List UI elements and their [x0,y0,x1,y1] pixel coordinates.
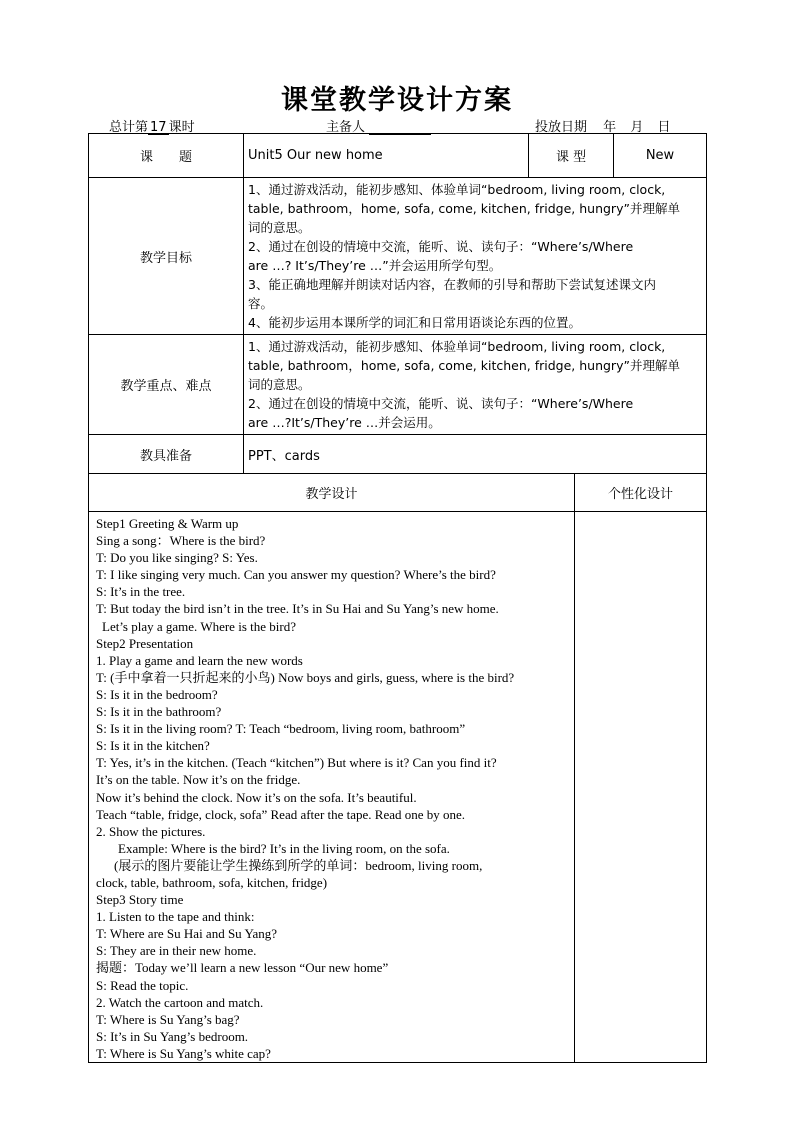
design-content [89,512,575,1063]
design-line: T: Do you like singing? S: Yes. [96,550,258,566]
design-line: Teach “table, fridge, clock, sofa” Read after the tape. Read one by one. [96,806,466,822]
date-label: 投放日期 [535,120,588,135]
total-suffix: 课时 [168,120,195,135]
design-line: T: Where is Su Yang’s white cap? [96,1045,271,1061]
design-line: S: Is it in the living room? T: Teach “bedroom, living room, bathroom” [96,721,466,737]
keypoints-content [244,335,707,435]
lesson-plan-table [88,133,707,1063]
preparer-label: 主备人 [326,120,366,135]
lesson-type-label: 课 型 [529,134,614,178]
design-line: S: Read the topic. [96,977,189,993]
goals-content [244,178,707,335]
design-line: T: But today the bird isn’t in the tree. It’s in Su Hai and Su Yang’s new home. [96,601,499,617]
design-line: S: Is it in the kitchen? [96,738,210,754]
design-line: It’s on the table. Now it’s on the fridge. [96,772,301,788]
goals-label: 教学目标 [89,178,244,335]
goals-line: 容。 [248,296,274,311]
day-label: 日 [657,120,671,135]
design-line: clock, table, bathroom, sofa, kitchen, fridge) [96,874,328,890]
page-title: 课堂教学设计方案 [281,85,513,116]
goals-line: 4、能初步运用本课所学的词汇和日常用语谈论东西的位置。 [248,315,581,330]
goals-line: 2、通过在创设的情境中交流，能听、说、读句子：“Where’s/Where [248,239,634,254]
design-line: 1. Listen to the tape and think: [96,909,255,925]
design-line: 揭题：Today we’ll learn a new lesson “Our new home” [96,960,389,976]
topic-label: 课 题 [89,134,244,178]
design-lines [96,515,568,1062]
keypoints-label: 教学重点、难点 [89,335,244,435]
lesson-type-value: New [614,134,707,178]
goals-row [89,178,707,335]
topic-row [89,134,707,178]
design-line: S: Is it in the bedroom? [96,686,218,702]
design-line: Step2 Presentation [96,635,194,651]
design-line: T: Yes, it’s in the kitchen. (Teach “kitchen”) But where is it? Can you find it? [96,755,497,771]
design-line: 2. Show the pictures. [96,823,206,839]
design-body-row [89,512,707,1063]
design-header: 教学设计 [89,474,575,512]
personal-design-header: 个性化设计 [575,474,707,512]
topic-value: Unit5 Our new home [244,134,529,178]
design-line: T: Where are Su Hai and Su Yang? [96,926,278,942]
design-line: S: It’s in the tree. [96,584,186,600]
design-header-row [89,474,707,512]
year-label: 年 [603,120,617,135]
design-line: Now it’s behind the clock. Now it’s on the sofa. It’s beautiful. [96,789,417,805]
keypoints-line: 词的意思。 [248,377,311,392]
design-line: Step1 Greeting & Warm up [96,516,239,531]
goals-line: are …? It’s/They’re …”并会运用所学句型。 [248,258,502,273]
keypoints-line: table, bathroom，home, sofa, come, kitchen, fridge, hungry”并理解单 [248,358,680,373]
goals-line: 3、能正确地理解并朗读对话内容，在教师的引导和帮助下尝试复述课文内 [248,277,656,292]
design-line: T: (手中拿着一只折起来的小鸟) Now boys and girls, guess, where is the bird? [96,669,515,685]
tools-value: PPT、cards [244,435,707,474]
design-line: (展示的图片要能让学生操练到所学的单词：bedroom, living room, [114,857,483,873]
goals-line: 词的意思。 [248,220,311,235]
design-line: T: I like singing very much. Can you answer my question? Where’s the bird? [96,567,496,583]
design-line: 2. Watch the cartoon and match. [96,994,264,1010]
design-line: T: Where is Su Yang’s bag? [96,1011,240,1027]
keypoints-row [89,335,707,435]
design-line: Let’s play a game. Where is the bird? [102,618,296,634]
month-label: 月 [630,120,644,135]
goals-line: 1、通过游戏活动，能初步感知、体验单词“bedroom, living room, clock, [248,182,666,197]
design-line: Step3 Story time [96,892,184,908]
goals-line: table, bathroom，home, sofa, come, kitchen, fridge, hungry”并理解单 [248,201,680,216]
design-line: 1. Play a game and learn the new words [96,652,303,668]
design-line: Sing a song：Where is the bird? [96,533,266,549]
design-line: S: Is it in the bathroom? [96,704,222,720]
personal-design-content [575,512,707,1063]
design-line: S: It’s in Su Yang’s bedroom. [96,1028,249,1044]
design-line: Example: Where is the bird? It’s in the living room, on the sofa. [118,840,450,856]
total-prefix: 总计第 [109,120,149,135]
keypoints-line: 2、通过在创设的情境中交流，能听、说、读句子：“Where’s/Where [248,396,634,411]
keypoints-line: 1、通过游戏活动，能初步感知、体验单词“bedroom, living room, clock, [248,339,666,354]
tools-row [89,435,707,474]
tools-label: 教具准备 [89,435,244,474]
lesson-number: 17 [150,120,167,135]
keypoints-line: are …?It’s/They’re …并会运用。 [248,415,441,430]
design-line: S: They are in their new home. [96,943,257,959]
